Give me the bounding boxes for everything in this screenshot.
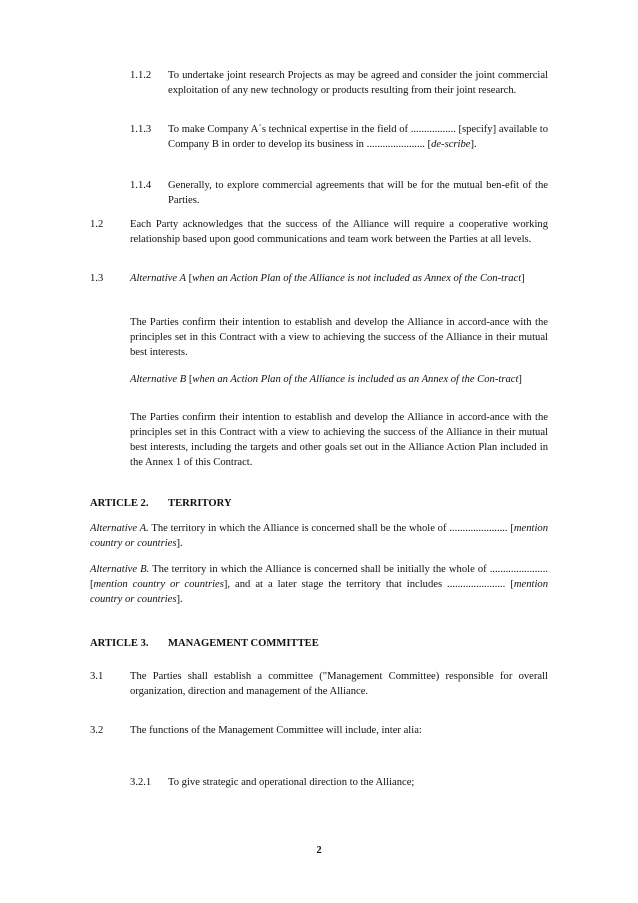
clause-1-1-3	[130, 122, 548, 167]
clause-text: The Parties shall establish a committee ("Management Committee) responsible for overall organization, direction and management of the Alliance.	[130, 671, 548, 697]
article-3-number: ARTICLE 3.	[90, 638, 149, 649]
clause-number: 3.2.1	[130, 777, 152, 788]
alternative-a-heading: Alternative A [when an Action Plan of the Alliance is not included as Annex of the Con-tract]	[130, 273, 525, 284]
clause-text: To give strategic and operational direction to the Alliance;	[168, 777, 415, 788]
article-2-title: TERRITORY	[168, 498, 232, 509]
article-3-title: MANAGEMENT COMMITTEE	[168, 638, 319, 649]
clause-3-1	[90, 669, 548, 699]
alternative-b-heading: Alternative B [when an Action Plan of the Alliance is included as an Annex of the Con-tract]	[130, 374, 522, 385]
clause-1-2	[90, 217, 548, 262]
clause-1-3	[90, 271, 548, 301]
page-number: 2	[316, 845, 322, 856]
alternative-b-text: The Parties confirm their intention to establish and develop the Alliance in accord-ance with the principles set in this Contract with a view to achieving the success of the Alliance in their mutual best interests, including the targets and other goals set out in the Alliance Action Plan included in the Annex 1 of this Contract.	[130, 412, 548, 468]
clause-number: 1.2	[90, 219, 104, 230]
clause-number: 1.1.2	[130, 70, 152, 81]
clause-number: 1.3	[90, 273, 104, 284]
territory-alternative-a: Alternative A. The territory in which the Alliance is concerned shall be the whole of ...................... [mention country or countries].	[90, 523, 548, 549]
territory-alternative-b: Alternative B. The territory in which the Alliance is concerned shall be initially the whole of ...................... [mention country or countries], and at a later stage the territory that includes ...................... [mention country or countries].	[90, 564, 548, 605]
clause-text: To undertake joint research Projects as may be agreed and consider the joint commercial exploitation of any new technology or products resulting from their joint research.	[168, 70, 548, 96]
clause-text: Generally, to explore commercial agreements that will be for the mutual ben-efit of the Parties.	[168, 180, 548, 206]
alternative-a-text: The Parties confirm their intention to establish and develop the Alliance in accord-ance with the principles set in this Contract with a view to achieving the success of the Alliance in their mutual best interests.	[130, 317, 548, 358]
clause-text: The functions of the Management Committee will include, inter alia:	[130, 725, 422, 736]
clause-3-2-1	[130, 775, 548, 790]
clause-number: 1.1.3	[130, 124, 152, 135]
clause-text: To make Company A´s technical expertise in the field of ................. [specify] available to Company B in order to develop its business in ...................... [de-scribe].	[168, 124, 548, 150]
article-2-number: ARTICLE 2.	[90, 498, 149, 509]
clause-1-1-2	[130, 68, 548, 113]
clause-3-2	[90, 723, 548, 738]
clause-number: 3.2	[90, 725, 104, 736]
clause-text: Each Party acknowledges that the success of the Alliance will require a cooperative working relationship based upon good communications and team work between the Parties at all levels.	[130, 219, 548, 245]
clause-number: 3.1	[90, 671, 104, 682]
clause-number: 1.1.4	[130, 180, 152, 191]
clause-1-1-4	[130, 178, 548, 208]
